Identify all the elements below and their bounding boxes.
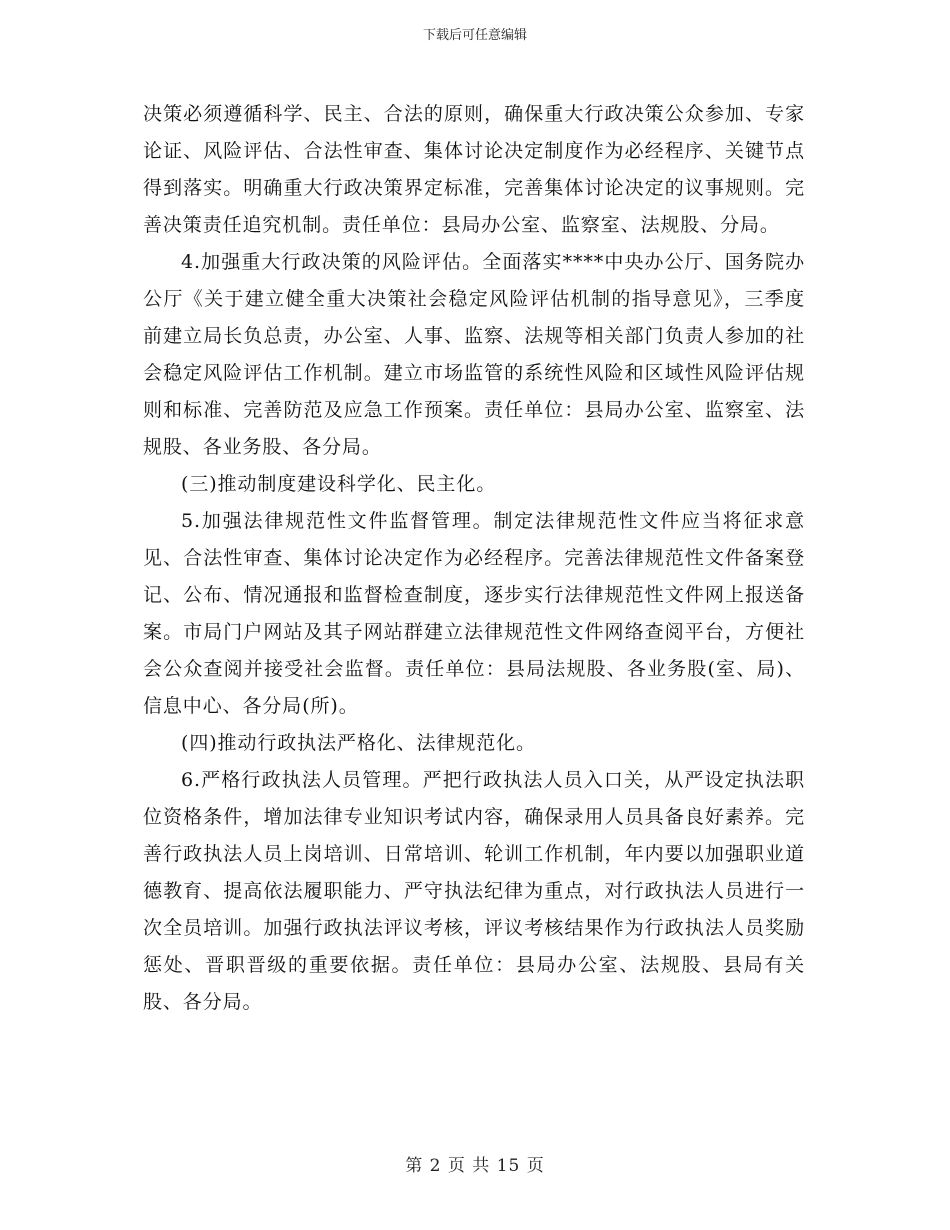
document-body (143, 96, 805, 1021)
paragraph-enforcement-personnel: 6.严格行政执法人员管理。严把行政执法人员入口关，从严设定执法职位资格条件，增加法律专业知识考试内容，确保录用人员具备良好素养。完善行政执法人员上岗培训、日常培训、轮训工作机制，年内要以加强职业道德教育、提高依法履职能力、严守执法纪律为重点，对行政执法人员进行一次全员培训。加强行政执法评议考核，评议考核结果作为行政执法人员奖励惩处、晋职晋级的重要依据。责任单位：县局办公室、法规股、县局有关股、各分局。 (143, 769, 805, 1013)
section-heading-institution-building: (三)推动制度建设科学化、民主化。 (181, 473, 497, 495)
paragraph-risk-assessment: 4.加强重大行政决策的风险评估。全面落实****中央办公厅、国务院办公厅《关于建立健全重大决策社会稳定风险评估机制的指导意见》，三季度前建立局长负总责，办公室、人事、监察、法规等相关部门负责人参加的社会稳定风险评估工作机制。建立市场监管的系统性风险和区域性风险评估规则和标准、完善防范及应急工作预案。责任单位：县局办公室、监察室、法规股、各业务股、各分局。 (143, 251, 805, 458)
section-heading-law-enforcement: (四)推动行政执法严格化、法律规范化。 (181, 732, 536, 754)
paragraph-decision-principles: 决策必须遵循科学、民主、合法的原则，确保重大行政决策公众参加、专家论证、风险评估、合法性审查、集体讨论决定制度作为必经程序、关键节点得到落实。明确重大行政决策界定标准，完善集体讨论决定的议事规则。完善决策责任追究机制。责任单位：县局办公室、监察室、法规股、分局。 (143, 103, 805, 236)
paragraph-normative-documents: 5.加强法律规范性文件监督管理。制定法律规范性文件应当将征求意见、合法性审查、集体讨论决定作为必经程序。完善法律规范性文件备案登记、公布、情况通报和监督检查制度，逐步实行法律规范性文件网上报送备案。市局门户网站及其子网站群建立法律规范性文件网络查阅平台，方便社会公众查阅并接受社会监督。责任单位：县局法规股、各业务股(室、局)、信息中心、各分局(所)。 (143, 510, 805, 717)
page-number: 第 2 页 共 15 页 (405, 1156, 545, 1176)
page-header: 下载后可任意编辑 (422, 28, 527, 43)
